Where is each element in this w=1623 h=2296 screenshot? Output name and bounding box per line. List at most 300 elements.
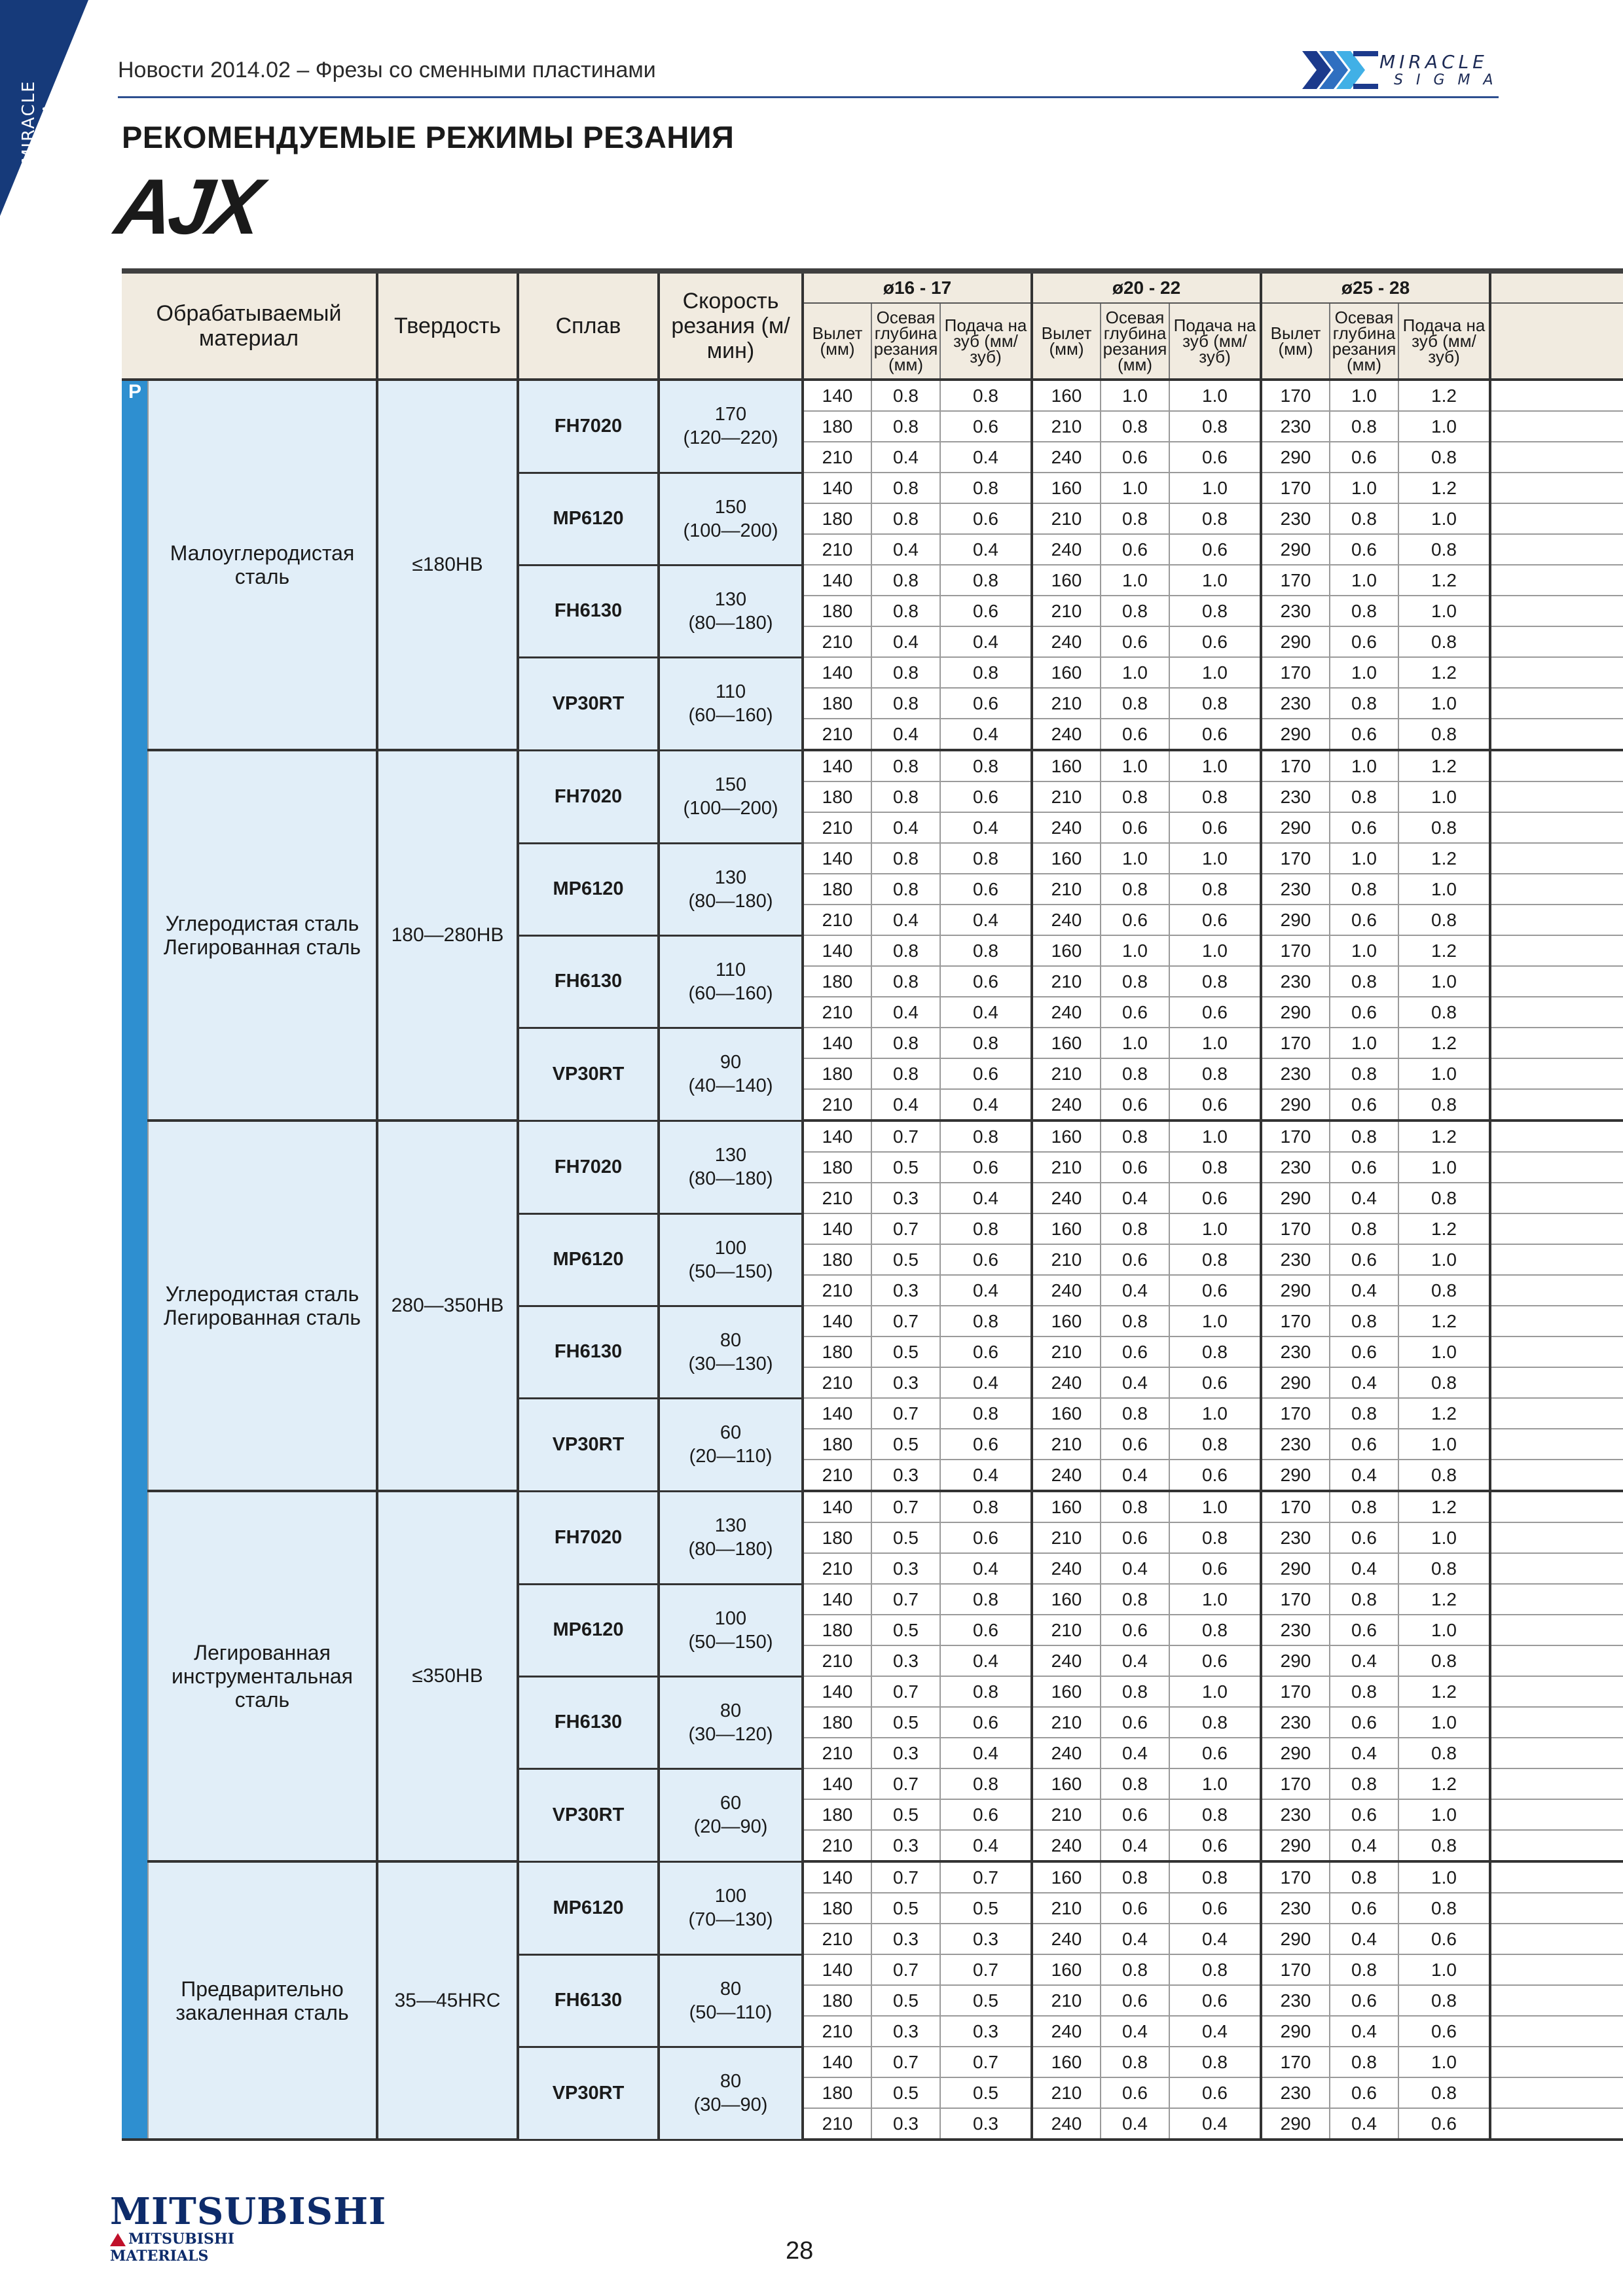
table-cell: 0.6: [1330, 1336, 1398, 1367]
header-alloy: Сплав: [518, 274, 659, 380]
table-cell: 210: [803, 534, 871, 565]
table-cell: 0.3: [871, 2016, 940, 2047]
speed-value: 80: [720, 1700, 742, 1721]
table-cell: 0.8: [940, 657, 1032, 688]
table-cell: 0.5: [871, 1429, 940, 1460]
cutting-speed: [659, 1028, 803, 1121]
table-cell: 0.4: [871, 719, 940, 750]
table-cell: 0.8: [1330, 966, 1398, 997]
table-cell: 0.6: [1330, 812, 1398, 843]
miracle-sigma-logo: [1302, 47, 1506, 93]
table-cell: 170: [1261, 750, 1330, 781]
table-cell: 160: [1032, 380, 1101, 411]
speed-value: 90: [720, 1052, 742, 1073]
table-cell: 1.0: [1330, 843, 1398, 874]
speed-range: (60—160): [688, 982, 773, 1004]
table-cell-empty: [1490, 503, 1623, 534]
table-cell: 290: [1261, 1367, 1330, 1398]
table-cell: 0.8: [1398, 442, 1490, 473]
brand-sub: [110, 2231, 326, 2265]
table-cell: 0.6: [1169, 1553, 1261, 1584]
table-cell: 210: [1032, 596, 1101, 626]
table-cell: 230: [1261, 411, 1330, 442]
table-cell: 160: [1032, 750, 1101, 781]
table-cell: 210: [803, 2016, 871, 2047]
table-cell: 230: [1261, 1429, 1330, 1460]
table-cell: 210: [803, 1367, 871, 1398]
table-cell: 1.0: [1398, 874, 1490, 905]
table-cell: 240: [1032, 719, 1101, 750]
table-cell: 0.8: [1330, 1768, 1398, 1799]
table-cell: 240: [1032, 1830, 1101, 1861]
table-cell: 0.8: [1169, 2047, 1261, 2077]
logo-word-sigma: SIGMA: [1394, 72, 1506, 88]
speed-range: (60—160): [688, 705, 773, 726]
table-cell-empty: [1490, 1398, 1623, 1429]
table-cell: 0.8: [1169, 1336, 1261, 1367]
table-cell: 0.8: [1330, 1213, 1398, 1244]
table-cell: 160: [1032, 565, 1101, 596]
table-cell: 0.6: [1169, 905, 1261, 935]
table-cell: 0.8: [1169, 874, 1261, 905]
table-cell: 0.5: [871, 1985, 940, 2016]
table-cell: 0.8: [1330, 596, 1398, 626]
table-cell: 210: [803, 442, 871, 473]
table-cell: 210: [1032, 781, 1101, 812]
table-cell: 1.0: [1169, 1028, 1261, 1058]
table-cell: 1.2: [1398, 843, 1490, 874]
table-cell: 290: [1261, 1553, 1330, 1584]
table-cell: 210: [803, 1645, 871, 1676]
table-cell: 0.8: [1169, 1522, 1261, 1553]
table-row: [122, 750, 1623, 781]
table-cell: 0.8: [1330, 1954, 1398, 1985]
alloy-grade: MP6120: [518, 1861, 659, 1954]
table-cell: 160: [1032, 935, 1101, 966]
table-cell: 1.0: [1398, 503, 1490, 534]
table-cell: 140: [803, 1954, 871, 1985]
logo-word-miracle: MIRACLE: [1379, 51, 1488, 73]
table-cell: 0.6: [940, 1615, 1032, 1645]
table-cell: 0.6: [1169, 1893, 1261, 1924]
table-cell: 0.6: [940, 1429, 1032, 1460]
table-cell: 160: [1032, 1213, 1101, 1244]
cutting-speed: [659, 2047, 803, 2140]
table-cell: 160: [1032, 657, 1101, 688]
alloy-grade: VP30RT: [518, 1028, 659, 1121]
table-cell: 160: [1032, 473, 1101, 503]
table-cell-empty: [1490, 1058, 1623, 1089]
table-cell: 0.4: [940, 1367, 1032, 1398]
table-cell-empty: [1490, 411, 1623, 442]
table-cell: 290: [1261, 905, 1330, 935]
table-cell: 0.8: [940, 565, 1032, 596]
table-cell: 1.2: [1398, 565, 1490, 596]
table-cell: 0.7: [940, 1954, 1032, 1985]
table-cell: 0.8: [871, 966, 940, 997]
speed-range: (50—110): [689, 2001, 773, 2023]
subheader-overhang: Вылет (мм): [1261, 303, 1330, 380]
table-cell: 1.2: [1398, 1398, 1490, 1429]
table-cell: 210: [1032, 1985, 1101, 2016]
table-cell: 290: [1261, 1089, 1330, 1121]
cutting-speed: [659, 473, 803, 565]
table-cell: 1.0: [1169, 750, 1261, 781]
table-cell: 230: [1261, 1799, 1330, 1830]
table-cell: 0.8: [1398, 1738, 1490, 1768]
table-cell: 210: [1032, 1152, 1101, 1183]
table-cell: 0.4: [1330, 1275, 1398, 1306]
table-cell: 0.6: [1330, 1615, 1398, 1645]
table-cell: 1.0: [1169, 843, 1261, 874]
table-cell: 1.2: [1398, 750, 1490, 781]
table-cell: 1.0: [1169, 1398, 1261, 1429]
speed-range: (80—180): [688, 1539, 773, 1560]
table-cell: 0.7: [871, 1306, 940, 1336]
table-cell: 1.2: [1398, 1121, 1490, 1152]
table-cell: 0.8: [940, 1121, 1032, 1152]
table-cell: 1.0: [1398, 688, 1490, 719]
speed-range: (30—120): [688, 1723, 773, 1745]
table-cell: 0.8: [1330, 1398, 1398, 1429]
table-cell: 140: [803, 1491, 871, 1522]
table-cell: 140: [803, 750, 871, 781]
subheader-feed: Подача на зуб (мм/зуб): [1169, 303, 1261, 380]
alloy-grade: FH7020: [518, 1491, 659, 1584]
table-cell: 0.8: [871, 411, 940, 442]
table-cell: 0.3: [871, 1183, 940, 1213]
table-cell: 1.0: [1101, 843, 1169, 874]
table-cell: 240: [1032, 626, 1101, 657]
table-cell: 170: [1261, 657, 1330, 688]
table-cell: 210: [1032, 1522, 1101, 1553]
table-cell: 0.4: [940, 534, 1032, 565]
table-cell: 0.8: [1398, 1830, 1490, 1861]
speed-value: 130: [714, 1515, 747, 1536]
header-hardness: Твердость: [377, 274, 518, 380]
material-name: Легированная инструментальная сталь: [148, 1491, 377, 1861]
table-cell: 0.8: [1169, 1707, 1261, 1738]
table-cell-empty: [1490, 2047, 1623, 2077]
speed-value: 100: [714, 1607, 747, 1629]
speed-range: (50—150): [688, 1261, 773, 1282]
table-cell: 0.4: [871, 812, 940, 843]
table-cell: 160: [1032, 1584, 1101, 1615]
table-cell: 1.0: [1398, 1058, 1490, 1089]
table-cell: 0.8: [1101, 966, 1169, 997]
table-cell: 1.0: [1101, 1028, 1169, 1058]
table-cell: 230: [1261, 596, 1330, 626]
alloy-grade: VP30RT: [518, 1768, 659, 1861]
table-cell: 1.0: [1330, 380, 1398, 411]
table-cell: 0.7: [871, 2047, 940, 2077]
table-cell: 210: [803, 1738, 871, 1768]
table-cell: 0.5: [871, 1522, 940, 1553]
table-cell: 230: [1261, 688, 1330, 719]
table-cell: 240: [1032, 1553, 1101, 1584]
table-cell: 0.6: [1101, 1429, 1169, 1460]
table-cell-empty: [1490, 1213, 1623, 1244]
table-cell: 1.0: [1398, 1615, 1490, 1645]
table-cell: 0.8: [940, 1306, 1032, 1336]
cutting-conditions-table-wrap: [122, 268, 1623, 2141]
cutting-speed: [659, 1861, 803, 1954]
table-cell: 0.6: [940, 966, 1032, 997]
table-cell: 0.6: [1169, 1183, 1261, 1213]
table-cell: 0.8: [1398, 1893, 1490, 1924]
table-cell: 210: [803, 812, 871, 843]
table-cell: 1.0: [1169, 473, 1261, 503]
hardness-value: 35—45HRC: [377, 1861, 518, 2140]
table-cell: 0.6: [1169, 2077, 1261, 2108]
alloy-grade: FH6130: [518, 565, 659, 657]
speed-range: (40—140): [688, 1075, 773, 1096]
table-cell: 0.8: [940, 935, 1032, 966]
alloy-grade: FH6130: [518, 1954, 659, 2047]
table-cell-empty: [1490, 1645, 1623, 1676]
table-cell-empty: [1490, 966, 1623, 997]
table-cell: 180: [803, 1799, 871, 1830]
table-cell-empty: [1490, 750, 1623, 781]
table-cell: 1.2: [1398, 1213, 1490, 1244]
cutting-speed: [659, 1584, 803, 1676]
alloy-grade: VP30RT: [518, 657, 659, 750]
speed-value: 100: [714, 1886, 747, 1907]
table-cell-empty: [1490, 473, 1623, 503]
table-cell: 0.7: [871, 1861, 940, 1893]
table-cell-empty: [1490, 657, 1623, 688]
table-cell: 210: [1032, 2077, 1101, 2108]
table-cell: 160: [1032, 1676, 1101, 1707]
table-cell: 1.0: [1398, 1152, 1490, 1183]
table-cell-empty: [1490, 1306, 1623, 1336]
table-cell: 1.0: [1101, 380, 1169, 411]
table-cell: 230: [1261, 1893, 1330, 1924]
header-title: Новости 2014.02 – Фрезы со сменными пластинами: [118, 58, 656, 82]
table-cell: 210: [803, 1460, 871, 1491]
table-cell: 210: [803, 719, 871, 750]
table-cell: 0.6: [940, 1336, 1032, 1367]
table-cell: 140: [803, 380, 871, 411]
table-cell: 0.6: [1101, 1522, 1169, 1553]
table-cell: 240: [1032, 442, 1101, 473]
table-cell: 290: [1261, 2016, 1330, 2047]
table-cell: 0.4: [940, 812, 1032, 843]
table-cell-empty: [1490, 596, 1623, 626]
table-cell: 0.8: [1330, 411, 1398, 442]
table-cell: 0.4: [1101, 1460, 1169, 1491]
table-cell-empty: [1490, 1089, 1623, 1121]
table-cell-empty: [1490, 935, 1623, 966]
table-cell: 0.6: [940, 1707, 1032, 1738]
table-cell: 0.4: [1330, 1460, 1398, 1491]
table-cell: 1.0: [1169, 380, 1261, 411]
hardness-value: ≤350HB: [377, 1491, 518, 1861]
table-cell: 0.8: [1330, 874, 1398, 905]
table-cell: 0.8: [940, 1028, 1032, 1058]
table-cell: 180: [803, 1152, 871, 1183]
table-cell: 0.3: [871, 1645, 940, 1676]
table-cell: 0.6: [1330, 442, 1398, 473]
table-cell: 0.6: [1330, 2077, 1398, 2108]
table-cell: 160: [1032, 1491, 1101, 1522]
mitsubishi-logo: [110, 2190, 387, 2265]
table-cell: 0.8: [1169, 1429, 1261, 1460]
table-cell: 0.6: [940, 503, 1032, 534]
page-title: РЕКОМЕНДУЕМЫЕ РЕЖИМЫ РЕЗАНИЯ: [122, 120, 735, 154]
table-cell: 0.6: [1330, 1152, 1398, 1183]
cutting-speed: [659, 1954, 803, 2047]
table-cell: 170: [1261, 1954, 1330, 1985]
table-cell: 1.0: [1169, 1121, 1261, 1152]
table-cell: 0.8: [1398, 1275, 1490, 1306]
table-cell: 0.8: [1101, 1768, 1169, 1799]
speed-range: (100—200): [683, 798, 778, 819]
speed-range: (30—90): [693, 2094, 768, 2115]
table-cell: 0.4: [1101, 1553, 1169, 1584]
header-material: Обрабатываемый материал: [122, 274, 377, 380]
table-cell-empty: [1490, 874, 1623, 905]
table-cell: 1.0: [1330, 657, 1398, 688]
table-cell: 0.8: [1101, 1584, 1169, 1615]
table-cell: 0.4: [940, 905, 1032, 935]
table-cell: 230: [1261, 503, 1330, 534]
table-cell-empty: [1490, 1429, 1623, 1460]
table-cell-empty: [1490, 380, 1623, 411]
table-cell: 1.0: [1169, 1768, 1261, 1799]
table-cell: 0.8: [1398, 1985, 1490, 2016]
table-cell: 0.6: [1101, 442, 1169, 473]
table-cell: 0.5: [871, 1799, 940, 1830]
table-cell: 0.6: [1169, 997, 1261, 1028]
table-cell: 290: [1261, 812, 1330, 843]
material-name: Углеродистая сталь Легированная сталь: [148, 1121, 377, 1491]
table-cell: 0.8: [1101, 874, 1169, 905]
table-cell: 180: [803, 411, 871, 442]
table-cell: 1.0: [1398, 966, 1490, 997]
table-cell: 0.8: [1101, 1213, 1169, 1244]
table-cell-empty: [1490, 1893, 1623, 1924]
table-cell-empty: [1490, 812, 1623, 843]
table-cell: 0.7: [871, 1954, 940, 1985]
alloy-grade: MP6120: [518, 1213, 659, 1306]
table-cell: 1.0: [1330, 1028, 1398, 1058]
table-cell: 170: [1261, 1306, 1330, 1336]
table-cell: 0.6: [1101, 719, 1169, 750]
table-cell: 240: [1032, 997, 1101, 1028]
subheader-depth: Осевая глубина резания (мм): [1330, 303, 1398, 380]
table-cell-empty: [1490, 1367, 1623, 1398]
table-cell: 0.8: [871, 1058, 940, 1089]
table-cell: 0.3: [871, 2108, 940, 2140]
material-name: Малоуглеродистая сталь: [148, 380, 377, 750]
table-cell-empty: [1490, 1676, 1623, 1707]
table-cell: 0.8: [871, 596, 940, 626]
table-cell: 1.0: [1101, 750, 1169, 781]
table-cell: 0.8: [871, 688, 940, 719]
table-cell: 140: [803, 935, 871, 966]
table-cell: 210: [1032, 1615, 1101, 1645]
table-cell: 0.8: [1398, 1645, 1490, 1676]
table-cell: 0.6: [1101, 1336, 1169, 1367]
table-cell: 0.8: [1101, 1861, 1169, 1893]
table-cell: 1.0: [1398, 1244, 1490, 1275]
hardness-value: 180—280HB: [377, 750, 518, 1121]
brand-sub-text: MITSUBISHI MATERIALS: [110, 2231, 234, 2265]
table-cell: 0.8: [1398, 1367, 1490, 1398]
table-cell: 0.8: [1330, 781, 1398, 812]
table-cell-empty: [1490, 1954, 1623, 1985]
subheader-overhang: Вылет (мм): [1032, 303, 1101, 380]
table-cell: 0.8: [1330, 2047, 1398, 2077]
table-cell: 0.4: [1101, 1830, 1169, 1861]
subheader-feed: Подача на зуб (мм/зуб): [1398, 303, 1490, 380]
side-tab-line1: MIRACLE: [19, 80, 39, 164]
table-cell: 170: [1261, 935, 1330, 966]
table-cell: 0.8: [1398, 905, 1490, 935]
table-cell: 140: [803, 2047, 871, 2077]
table-cell: 1.2: [1398, 935, 1490, 966]
table-cell: 210: [803, 1924, 871, 1954]
table-cell-empty: [1490, 2077, 1623, 2108]
table-cell: 0.8: [1398, 2077, 1490, 2108]
table-cell: 1.0: [1398, 596, 1490, 626]
table-cell: 0.4: [1101, 1738, 1169, 1768]
table-cell: 180: [803, 1985, 871, 2016]
table-cell: 0.8: [871, 380, 940, 411]
table-cell: 230: [1261, 781, 1330, 812]
table-cell: 180: [803, 781, 871, 812]
table-cell: 1.2: [1398, 1491, 1490, 1522]
table-cell: 0.8: [1169, 1799, 1261, 1830]
header-speed: Скорость резания (м/мин): [659, 274, 803, 380]
table-cell: 210: [803, 1830, 871, 1861]
table-cell: 170: [1261, 843, 1330, 874]
table-cell: 0.8: [940, 1213, 1032, 1244]
hardness-value: 280—350HB: [377, 1121, 518, 1491]
table-cell: 0.6: [1398, 2016, 1490, 2047]
table-cell: 0.5: [940, 1985, 1032, 2016]
table-cell-empty: [1490, 1275, 1623, 1306]
table-cell: 0.8: [1101, 1491, 1169, 1522]
table-cell: 180: [803, 688, 871, 719]
material-name: Предварительно закаленная сталь: [148, 1861, 377, 2140]
speed-range: (20—110): [689, 1446, 773, 1467]
table-cell-empty: [1490, 442, 1623, 473]
table-cell: 0.4: [1330, 1924, 1398, 1954]
table-cell: 180: [803, 2077, 871, 2108]
table-cell-empty: [1490, 905, 1623, 935]
table-cell: 1.0: [1101, 657, 1169, 688]
table-cell: 0.7: [871, 1491, 940, 1522]
table-cell: 240: [1032, 1367, 1101, 1398]
subheader-overhang: Вылет (мм): [803, 303, 871, 380]
table-cell: 0.3: [940, 2108, 1032, 2140]
table-cell-empty: [1490, 1738, 1623, 1768]
table-cell: 0.8: [1169, 503, 1261, 534]
table-cell: 180: [803, 1058, 871, 1089]
table-cell-empty: [1490, 2108, 1623, 2140]
table-cell: 1.0: [1169, 935, 1261, 966]
table-cell: 1.0: [1398, 2047, 1490, 2077]
table-cell: 230: [1261, 1244, 1330, 1275]
cutting-speed: [659, 750, 803, 843]
table-cell: 0.8: [871, 657, 940, 688]
table-cell: 0.4: [940, 1738, 1032, 1768]
table-cell: 0.8: [1169, 411, 1261, 442]
table-cell: 0.4: [940, 442, 1032, 473]
table-cell: 1.0: [1169, 1584, 1261, 1615]
